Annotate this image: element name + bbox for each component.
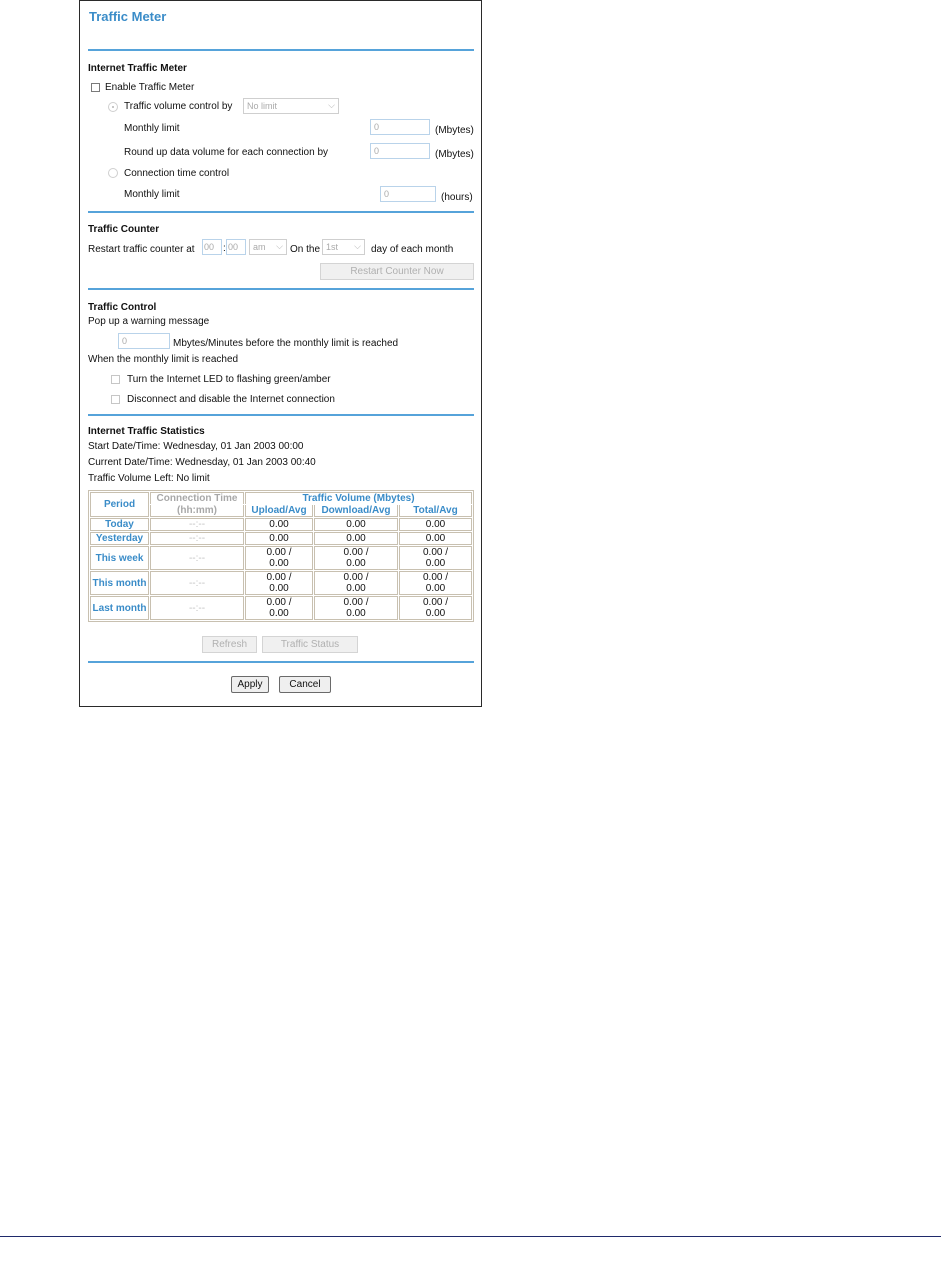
section-divider (88, 661, 474, 663)
table-row (90, 532, 472, 545)
traffic-statistics-table (88, 490, 474, 622)
table-row (90, 571, 472, 595)
current-datetime: Current Date/Time: Wednesday, 01 Jan 2003 00:40 (88, 457, 316, 468)
table-header-row (90, 492, 472, 504)
upload-avg: 0.00 (269, 583, 289, 594)
download-value: 0.00 / (343, 597, 369, 608)
disconnect-checkbox[interactable] (111, 395, 120, 404)
period-cell: Last month (90, 596, 149, 620)
upload-header: Upload/Avg (245, 505, 313, 517)
download-cell (314, 546, 398, 570)
cancel-button[interactable]: Cancel (279, 676, 331, 693)
traffic-volume-header: Traffic Volume (Mbytes) (245, 492, 472, 504)
volume-control-label: Traffic volume control by (124, 101, 233, 112)
table-row (90, 596, 472, 620)
monthly-limit-input[interactable]: 0 (370, 119, 430, 135)
table-row (90, 546, 472, 570)
total-avg: 0.00 (425, 608, 446, 619)
total-cell (399, 546, 472, 570)
total-value: 0.00 / (422, 597, 449, 608)
time-monthly-limit-input[interactable]: 0 (380, 186, 436, 202)
roundup-input[interactable]: 0 (370, 143, 430, 159)
download-avg: 0.00 (346, 558, 366, 569)
total-avg: 0.00 (425, 558, 446, 569)
enable-traffic-meter-checkbox[interactable] (91, 83, 100, 92)
monthly-limit-label: Monthly limit (124, 123, 180, 134)
volume-control-select[interactable] (243, 98, 339, 114)
day-select-value: 1st (326, 242, 339, 252)
traffic-status-button[interactable]: Traffic Status (262, 636, 358, 653)
section-divider (88, 211, 474, 213)
on-the-label: On the (290, 244, 321, 255)
restart-at-label: Restart traffic counter at (88, 244, 195, 255)
roundup-label: Round up data volume for each connection by (124, 147, 329, 158)
period-cell: This month (90, 571, 149, 595)
traffic-meter-panel (79, 0, 482, 707)
connection-time-cell: --:-- (150, 546, 244, 570)
period-cell: Yesterday (90, 532, 149, 545)
flash-led-checkbox[interactable] (111, 375, 120, 384)
section-divider (88, 288, 474, 290)
total-cell: 0.00 (399, 532, 472, 545)
upload-value: 0.00 / (266, 547, 292, 558)
connection-time-cell: --:-- (150, 518, 244, 531)
download-value: 0.00 / (343, 547, 369, 558)
download-avg: 0.00 (346, 608, 366, 619)
day-select[interactable] (322, 239, 365, 255)
download-cell (314, 596, 398, 620)
upload-value: 0.00 / (266, 572, 292, 583)
download-value: 0.00 / (343, 572, 369, 583)
upload-cell (245, 571, 313, 595)
counter-heading: Traffic Counter (88, 224, 160, 235)
total-header: Total/Avg (399, 505, 472, 517)
ampm-select[interactable] (249, 239, 287, 255)
time-separator: : (223, 243, 226, 254)
download-cell (314, 571, 398, 595)
volume-left: Traffic Volume Left: No limit (88, 473, 210, 484)
total-cell (399, 571, 472, 595)
volume-control-select-value: No limit (247, 101, 278, 111)
period-cell: This week (90, 546, 149, 570)
meter-heading: Internet Traffic Meter (88, 63, 187, 74)
roundup-unit: (Mbytes) (435, 149, 474, 160)
apply-button[interactable]: Apply (231, 676, 269, 693)
connection-time-cell: --:-- (150, 532, 244, 545)
period-header: Period (90, 492, 149, 517)
chevron-down-icon: ⌵ (328, 100, 335, 110)
warning-suffix-label: Mbytes/Minutes before the monthly limit is reached (173, 338, 399, 349)
upload-avg: 0.00 (269, 608, 289, 619)
total-cell (399, 596, 472, 620)
connection-time-unit: (hh:mm) (150, 505, 244, 517)
upload-cell: 0.00 (245, 518, 313, 531)
enable-traffic-meter-label: Enable Traffic Meter (105, 82, 195, 93)
stats-heading: Internet Traffic Statistics (88, 426, 205, 437)
section-divider (88, 414, 474, 416)
download-avg: 0.00 (346, 583, 366, 594)
time-control-label: Connection time control (124, 168, 230, 179)
restart-counter-now-button[interactable]: Restart Counter Now (320, 263, 474, 280)
flash-led-label: Turn the Internet LED to flashing green/amber (127, 374, 331, 385)
when-limit-reached-label: When the monthly limit is reached (88, 354, 239, 365)
restart-minute-input[interactable]: 00 (226, 239, 246, 255)
control-heading: Traffic Control (88, 302, 157, 313)
disconnect-label: Disconnect and disable the Internet connection (127, 394, 335, 405)
monthly-limit-unit: (Mbytes) (435, 125, 474, 136)
connection-time-header: Connection Time (150, 492, 244, 504)
hours-unit: (hours) (441, 192, 473, 203)
total-cell: 0.00 (399, 518, 472, 531)
total-value: 0.00 / (422, 572, 449, 583)
download-cell: 0.00 (314, 532, 398, 545)
day-suffix-label: day of each month (371, 244, 454, 255)
popup-warning-label: Pop up a warning message (88, 316, 210, 327)
upload-value: 0.00 / (266, 597, 292, 608)
download-header: Download/Avg (314, 505, 398, 517)
page-title: Traffic Meter (89, 9, 167, 24)
period-cell: Today (90, 518, 149, 531)
ampm-select-value: am (253, 242, 266, 252)
volume-control-radio[interactable] (108, 102, 118, 112)
warning-amount-input[interactable]: 0 (118, 333, 170, 349)
start-datetime: Start Date/Time: Wednesday, 01 Jan 2003 00:00 (88, 441, 304, 452)
connection-time-cell: --:-- (150, 596, 244, 620)
total-avg: 0.00 (425, 583, 446, 594)
restart-hour-input[interactable]: 00 (202, 239, 222, 255)
time-monthly-limit-label: Monthly limit (124, 189, 180, 200)
section-divider (88, 49, 474, 51)
upload-cell (245, 596, 313, 620)
time-control-radio[interactable] (108, 168, 118, 178)
table-row (90, 518, 472, 531)
page-footer-rule (0, 1236, 941, 1237)
upload-cell: 0.00 (245, 532, 313, 545)
upload-cell (245, 546, 313, 570)
chevron-down-icon: ⌵ (276, 241, 283, 251)
refresh-button[interactable]: Refresh (202, 636, 257, 653)
chevron-down-icon: ⌵ (354, 241, 361, 251)
total-value: 0.00 / (422, 547, 449, 558)
download-cell: 0.00 (314, 518, 398, 531)
connection-time-cell: --:-- (150, 571, 244, 595)
upload-avg: 0.00 (269, 558, 289, 569)
